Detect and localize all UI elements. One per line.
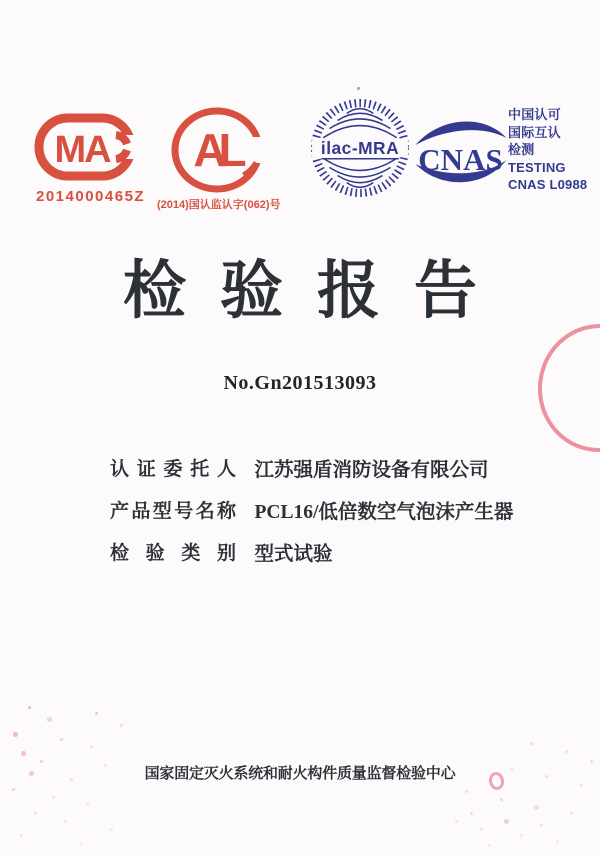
- page-title: 检验报告: [123, 256, 511, 326]
- field-value: 型式试验: [254, 544, 333, 565]
- accreditation-line: CNAS L0988: [508, 177, 588, 193]
- cma-logo: [33, 110, 137, 191]
- ilac-mra-logo: [309, 97, 411, 204]
- field-label: 产品型号名称: [110, 501, 236, 522]
- al-accreditation-logo: [170, 106, 266, 201]
- svg-text:AL: AL: [193, 124, 239, 176]
- report-fields: [110, 454, 570, 580]
- cma-certificate-number: 2014000465Z: [36, 188, 146, 205]
- field-row-applicant: [110, 454, 570, 481]
- accreditation-line: 中国认可: [508, 107, 561, 122]
- accreditation-line: 检测: [508, 142, 535, 158]
- field-value: PCL16/低倍数空气泡沫产生器: [254, 502, 514, 523]
- field-row-product-model: [110, 496, 570, 523]
- accreditation-line: 国际互认: [508, 124, 561, 140]
- red-stamp-arc-artifact: [532, 318, 600, 458]
- report-number: No.Gn201513093: [223, 372, 377, 394]
- scan-speck: [357, 87, 360, 90]
- issuing-center-name: 国家固定灭火系统和耐火构件质量监督检验中心: [144, 765, 456, 782]
- field-label: 认证委托人: [110, 459, 236, 480]
- svg-text:CNAS: CNAS: [418, 142, 503, 177]
- field-label: 检验类别: [110, 543, 236, 564]
- svg-text:MA: MA: [54, 129, 110, 171]
- al-certificate-caption: (2014)国认监认字(062)号: [157, 199, 281, 211]
- cnas-logo-icon: [412, 114, 510, 192]
- svg-text:ilac-MRA: ilac-MRA: [320, 138, 400, 159]
- field-value: 江苏强盾消防设备有限公司: [254, 460, 489, 481]
- cnas-accreditation-text: [508, 106, 600, 194]
- stamp-speckles-bottom-right: [0, 0, 3, 3]
- cma-logo-icon: [33, 110, 137, 186]
- field-row-test-category: [110, 538, 570, 565]
- cnas-logo: [412, 114, 510, 197]
- al-logo-icon: [170, 106, 266, 196]
- ilac-mra-logo-icon: [309, 97, 411, 199]
- accreditation-line: TESTING: [508, 159, 566, 175]
